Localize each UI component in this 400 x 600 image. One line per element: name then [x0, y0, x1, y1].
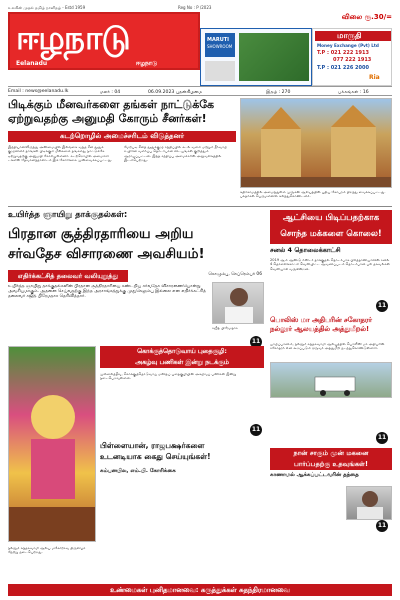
second-banner: எதிர்க்கட்சித் தலைவர் வலியுறுத்து: [8, 270, 128, 282]
lead-headline-line2: ஏற்றுவதற்கு அனுமதி கோரும் சீனர்கள்!: [8, 112, 207, 125]
channel-headline[interactable]: [270, 210, 392, 244]
lead-body-left: [8, 145, 120, 197]
vehicle-illustration: [271, 363, 392, 398]
festival-caption: நல்லூர் கந்தசுவாமி ஆலய மகோற்சவ திருவிழா நேற்று நடைபெற்றது.: [8, 546, 86, 555]
temple-caption: கதிர்காமத்தில் அமைந்துள்ள முருகன் ஆலயத்தின் புதிய கோபுரம் திறந்து வைக்கப்பட்டது. பக்தர்கள் பெருமளவில் கலந்துகொண்டனர்.: [240, 190, 386, 199]
second-headline[interactable]: [8, 224, 264, 266]
father-headline-line1: நான் சாகும் முன் மகனை: [293, 449, 369, 457]
showroom-sub: SHOWROOM: [207, 44, 233, 49]
newspaper-subtitle-ta: ஈழநாடு: [136, 60, 158, 67]
kokku-headline-line2: அகழ்வு பணிகள் இன்று நடக்கும்: [135, 359, 229, 366]
showroom-car-image: [205, 61, 235, 81]
second-kicker: உயிர்த்த ஞாயிறு தாக்குதல்கள்:: [8, 210, 128, 220]
email-label: Email : news@eelanadu.lk: [8, 89, 69, 94]
price-label: விலை ரூ.30/=: [341, 13, 392, 21]
politician-caption: சஜித் பிரேமதாச: [212, 326, 238, 330]
showroom-advertisement[interactable]: [200, 28, 312, 86]
kokku-body: முல்லைத்தீவு, கொக்குத்தொடுவாய் மனிதப் புதைகுழியின் அகழ்வுப் பணிகள் இன்று நடைபெறவுள்ளன.: [100, 372, 237, 381]
lead-kicker-banner: கடற்றொழில் அமைச்சரிடம் விடுத்தனர்: [8, 131, 236, 142]
newspaper-title: ஈழநாடு: [16, 18, 130, 57]
issue-label: இதழ் : 270: [266, 90, 291, 95]
police-headline[interactable]: பொலிஸ் மா அதிபரின் சகோதரர் நல்லூர் ஆலயத்தில் அத்துமீறல்!: [270, 316, 372, 333]
lead-body-right-text: மேற்படி சீனத் தூதுக்குழு சந்திப்பில் கடல் வளம் மற்றும் நீர்வாழ் உயிரின வளர்ப்பு தொடர்பான விடயங்கள் குறித்தும் ஆராயப்பட்டன. இந்த சந்திப்பு அமைச்சரின் அலுவலகத்தில் இடம்பெற்றது.: [124, 145, 227, 162]
exchange-phone-1: T.P : 021 222 1913: [317, 50, 369, 56]
temple-photo[interactable]: [240, 98, 392, 188]
lead-body-left-text: இந்தியாவிலிருந்து அண்மையில் இலங்கை வந்த சீன தூதுக் குழுவினர் தாங்கள் பிடிக்கும் மீன்களை தங்களது நாட்டுக்கே ஏற்றுவதற்கு அனுமதி கோரியுள்ளனர். கடற்றொழில் அமைச்சர் டக்ளஸ் தேவானந்தாவிடம் இக் கோரிக்கை முன்வைக்கப்பட்டது.: [8, 145, 113, 162]
father-kicker: காணாமல் ஆக்கப்பட்டவரின் தந்தை: [270, 472, 359, 478]
pillaiyan-headline[interactable]: [100, 440, 264, 468]
festival-illustration: [9, 347, 96, 542]
channel-headline-line1: ஆட்சியை பிடிப்பதற்காக: [282, 213, 380, 223]
page-ref-badge-police[interactable]: 11: [376, 432, 388, 444]
second-headline-line1: பிரதான சூத்திரதாரியை அறிய: [8, 226, 194, 242]
exchange-phone-2: 077 222 1913: [333, 57, 372, 63]
page-ref-badge-channel[interactable]: 11: [376, 300, 388, 312]
channel-body: 2019 ஆம் ஆண்டு ஈஸ்டர் தாக்குதல் தொடர்பாக பிரித்தானியாவின் சனல் 4 தொலைக்காட்சி வெளியிட்ட ஆவணப்படம் தொடர்பான பல தகவல்கள் வெளியாகி வருகின்றன.: [270, 258, 391, 271]
exchange-name: மாருதி: [337, 31, 362, 40]
pillaiyan-headline-line1: பிள்ளையான், ராஜபக்ஷர்களை: [100, 441, 205, 450]
showroom-image: [239, 33, 309, 81]
header-top-line: [8, 3, 392, 11]
second-body-continued: [8, 318, 208, 342]
second-dateline: கொழும்பு, செப்ரெம்பர் 06: [208, 272, 262, 277]
temple-illustration: [241, 99, 392, 188]
kokku-headline-line1: கொக்குத்தொடுவாய் புதைகுழி:: [137, 348, 227, 355]
elderly-man-silhouette-icon: [347, 487, 392, 520]
father-photo[interactable]: [346, 486, 392, 520]
footer-banner: உண்மைகள் புனிதமானவை: கருத்துக்கள் சுதந்திரமானவை: [8, 584, 392, 596]
second-body: உயிர்த்த ஞாயிறு தாக்குதல்களின் பிரதான சூத்திரதாரியை கண்டறிய சர்வதேச விசாரணையொன்று அவசியமாகும். அதனை செய்வதற்கு இந்த அரசாங்கத்துக்கு முதுகெலும்பு இல்லை என எதிர்க்கட்சித் தலைவர் சஜித் பிரேமதாச தெரிவித்தார்.: [8, 284, 206, 300]
exchange-sub: Money Exchange (Pvt) Ltd: [317, 43, 379, 48]
volume-label: மலர் : 04: [100, 90, 121, 95]
politician-photo[interactable]: [212, 282, 264, 324]
date-label: 06.09.2023 புதன்கிழமை: [148, 90, 203, 95]
pillaiyan-body: [100, 480, 264, 576]
festival-photo[interactable]: [8, 346, 96, 542]
father-headline[interactable]: [270, 448, 392, 470]
section-divider-1: [8, 206, 392, 207]
pillaiyan-headline-line2: உடனடியாக கைது செய்யுங்கள்!: [100, 452, 211, 461]
lead-headline[interactable]: [8, 98, 236, 130]
pillaiyan-kicker: கம்பனபில, எம்.பி. கோரிக்கை: [100, 468, 176, 474]
lead-body-right: [124, 145, 236, 197]
police-body-continued: [270, 400, 392, 438]
page-ref-badge-father[interactable]: 11: [376, 520, 388, 532]
showroom-name: MARUTI: [207, 37, 230, 43]
page-ref-badge-second[interactable]: 11: [250, 336, 262, 348]
channel-headline-line2: சொந்த மக்களை கொலை!: [280, 229, 382, 239]
masthead[interactable]: [8, 12, 200, 70]
father-headline-line2: பார்ப்பதற்கு உதவுங்கள்!: [293, 460, 369, 468]
exchange-phone-3: T.P : 021 226 2000: [317, 65, 369, 71]
channel-kicker: சனல் 4 தொலைக்காட்சி: [270, 246, 341, 254]
person-silhouette-icon: [213, 283, 264, 324]
exchange-advertisement[interactable]: [312, 28, 392, 86]
ria-logo: Ria: [369, 74, 380, 81]
police-photo[interactable]: [270, 362, 392, 398]
lead-headline-line1: பிடிக்கும் மீனவர்களை தங்கள் நாட்டுக்கே: [8, 98, 215, 111]
pages-label: பக்கங்கள் : 16: [338, 90, 369, 95]
newspaper-subtitle-en: Eelanadu: [16, 60, 48, 67]
issue-info-strip: [8, 86, 392, 96]
header-tagline: உலகின் முதல் தமிழ் நாளிதழ் - Estd 1959: [8, 5, 86, 10]
page-ref-badge-kokku[interactable]: 11: [250, 424, 262, 436]
kokku-headline[interactable]: [100, 346, 264, 368]
police-body: யாழ்ப்பாணம், நல்லூர் கந்தசுவாமி ஆலயத்தில் பொலிஸ் மா அதிபரின் சகோதரர் என கூறப்படும் ஒருவர் அத்துமீறி நடந்துகொண்டுள்ளார்.: [270, 342, 385, 351]
second-headline-line2: சர்வதேச விசாரணை அவசியம்!: [8, 246, 205, 262]
registration-number: Reg No : P /2023: [178, 5, 212, 10]
